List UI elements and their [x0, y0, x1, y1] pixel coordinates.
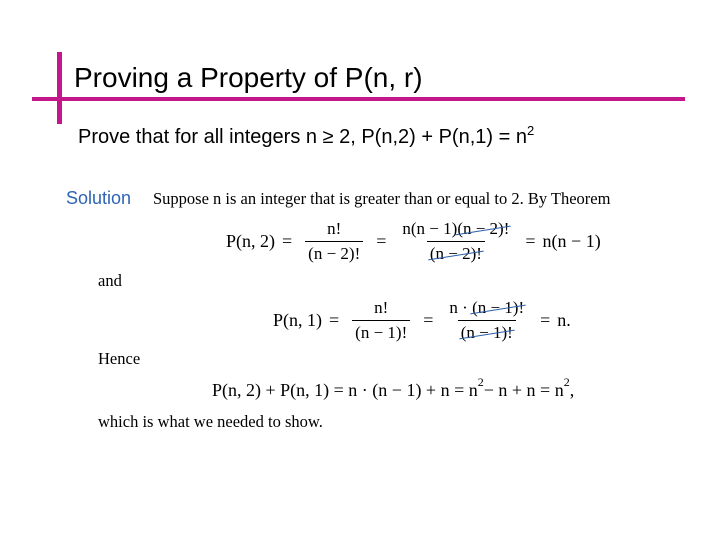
word-hence: Hence — [98, 349, 141, 368]
equals-sign: = — [376, 231, 387, 251]
eq1-f2-numerator — [399, 219, 512, 241]
eq1-fraction-2 — [399, 219, 512, 264]
eq1-f2-numerator-a: n(n − 1) — [402, 219, 458, 238]
eq1-f1-numerator: n! — [327, 219, 342, 238]
equation-p-n-2 — [226, 219, 601, 264]
eq2-f2-denominator — [458, 320, 516, 343]
slide-title: Proving a Property of P(n, r) — [74, 62, 423, 93]
title-accent-bar-horizontal — [32, 97, 685, 101]
eq3-part2: − n + n = n — [483, 380, 564, 400]
eq2-f2-numerator-a: n · — [449, 298, 473, 317]
closing-sentence: which is what we needed to show. — [98, 412, 323, 431]
eq1-f1-denominator: (n − 2)! — [305, 241, 363, 264]
eq3-part3: , — [569, 380, 575, 400]
eq3-part1: P(n, 2) + P(n, 1) = n · (n − 1) + n = n — [212, 380, 478, 400]
solution-intro: Suppose n is an integer that is greater than or equal to 2. By Theorem — [153, 189, 611, 208]
eq1-f2-denominator-cancelled: (n − 2)! — [429, 244, 482, 263]
eq1-fraction-1 — [305, 219, 363, 264]
word-and: and — [98, 271, 122, 290]
eq2-fraction-1 — [352, 298, 410, 343]
eq2-f2-numerator — [446, 298, 527, 320]
equation-sum — [212, 375, 575, 401]
equation-p-n-1 — [273, 298, 571, 343]
problem-statement-exponent: 2 — [526, 123, 535, 138]
eq2-lhs: P(n, 1) — [273, 310, 322, 330]
eq3-exponent-2: 2 — [563, 375, 570, 389]
eq2-f1-numerator: n! — [374, 298, 389, 317]
eq1-rhs: n(n − 1) — [542, 231, 601, 251]
solution-label: Solution — [66, 188, 132, 208]
eq1-lhs: P(n, 2) — [226, 231, 275, 251]
eq2-f2-denominator-cancelled: (n − 1)! — [460, 323, 513, 342]
title-accent-bar-vertical — [57, 52, 62, 124]
eq2-fraction-2 — [446, 298, 527, 343]
eq1-f2-denominator — [427, 241, 485, 264]
equals-sign: = — [329, 310, 340, 330]
equals-sign: = — [282, 231, 293, 251]
problem-statement-text: Prove that for all integers n ≥ 2, P(n,2) + P(n,1) = n — [78, 126, 527, 148]
eq2-f1-denominator: (n − 1)! — [352, 320, 410, 343]
eq2-f2-numerator-cancelled: (n − 1)! — [472, 298, 525, 317]
equals-sign: = — [525, 231, 536, 251]
eq3-exponent-1: 2 — [477, 375, 484, 389]
equals-sign: = — [540, 310, 551, 330]
eq2-rhs: n. — [557, 310, 571, 330]
eq1-f2-numerator-cancelled: (n − 2)! — [457, 219, 510, 238]
problem-statement — [78, 123, 535, 149]
equals-sign: = — [423, 310, 434, 330]
